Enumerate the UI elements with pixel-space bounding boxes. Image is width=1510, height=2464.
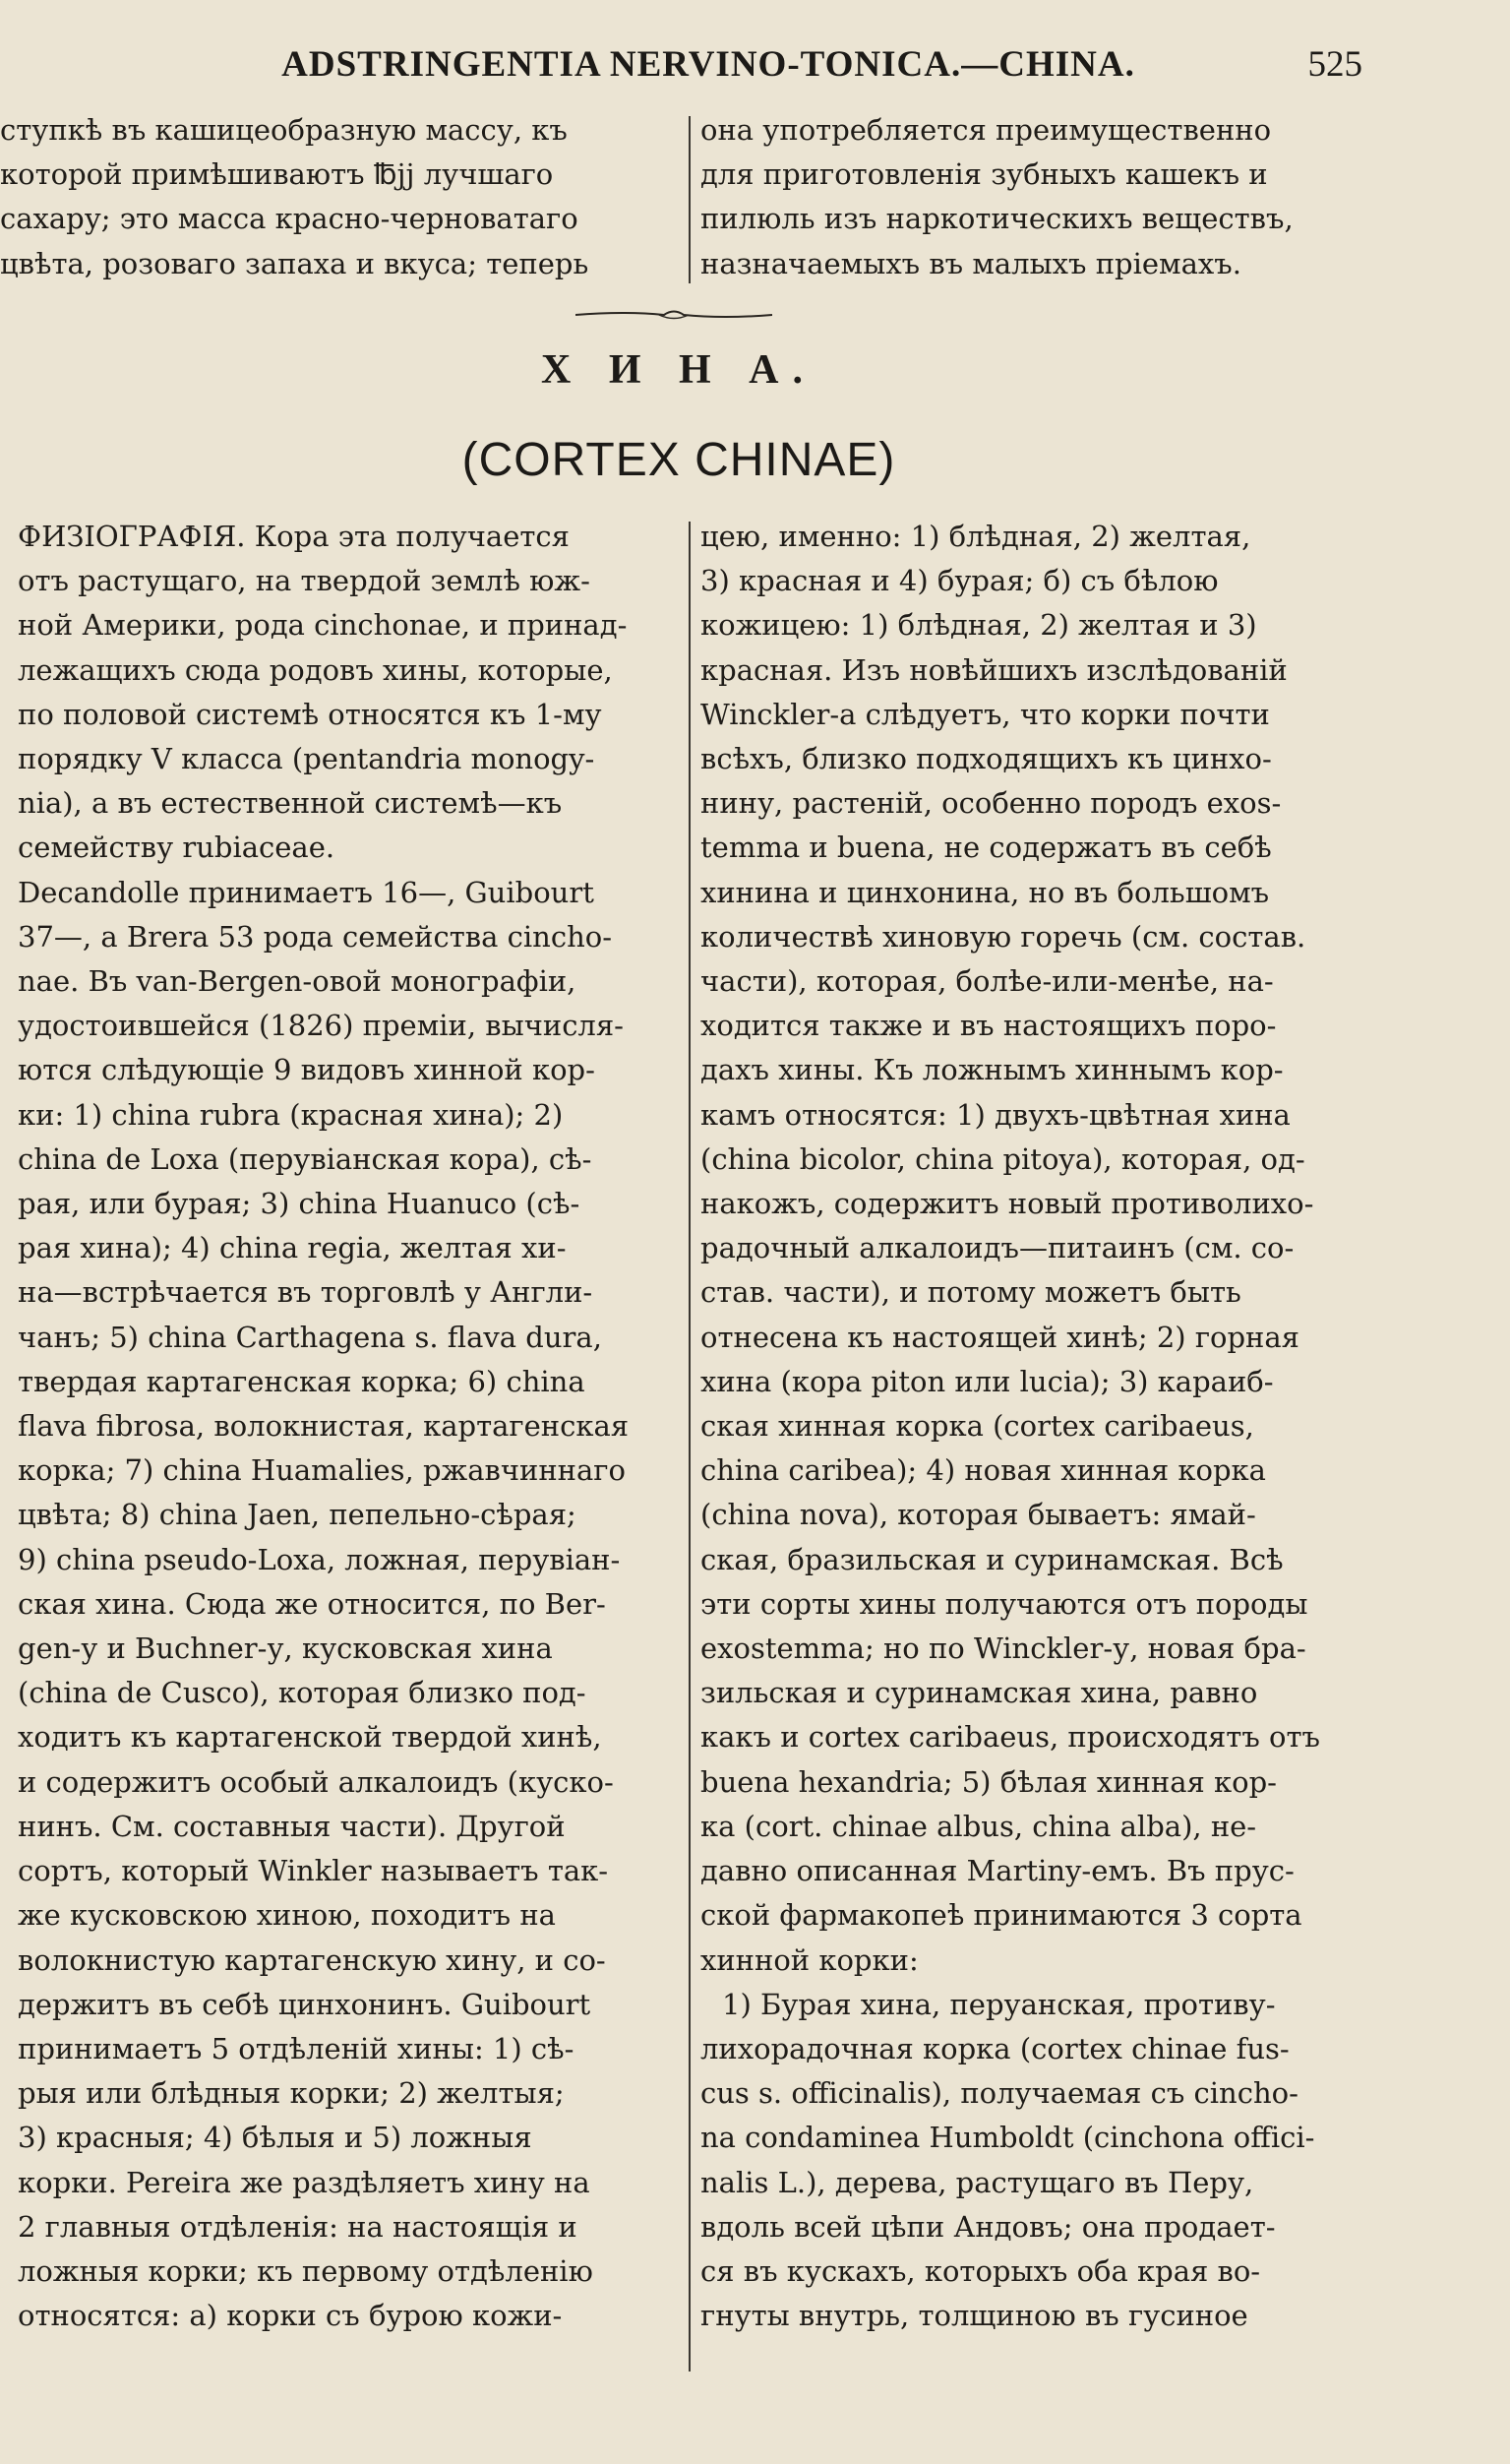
text-line: которой примѣшиваютъ ℔jj лучшаго	[0, 157, 554, 192]
page-number: 525	[1307, 44, 1362, 85]
text-line: она употребляется преимущественно	[700, 113, 1272, 147]
text-line: Winckler-a слѣдуетъ, что корки почти	[700, 697, 1270, 731]
text-line: количествѣ хиновую горечь (см. состав.	[700, 919, 1306, 954]
text-line: эти сорты хины получаются отъ породы	[700, 1586, 1308, 1621]
text-line: Decandolle принимаетъ 16—, Guibourt	[18, 875, 594, 909]
text-line: (china nova), которая бываетъ: ямай-	[700, 1498, 1256, 1532]
text-line: ки: 1) china rubra (красная хина); 2)	[18, 1097, 564, 1132]
text-line: став. части), и потому можетъ быть	[700, 1275, 1241, 1310]
text-line: ская хинная корка (cortex caribaeus,	[700, 1409, 1254, 1444]
text-line: и содержитъ особый алкалоидъ (куско-	[18, 1764, 614, 1799]
text-line: радочный алкалоидъ—питаинъ (см. со-	[700, 1231, 1295, 1265]
text-line: exostemma; но по Winckler-у, новая бра-	[700, 1632, 1306, 1666]
text-line: ская хина. Сюда же относится, по Ber-	[18, 1586, 606, 1621]
text-line: кожицею: 1) блѣдная, 2) желтая и 3)	[700, 608, 1257, 643]
text-line: сахару; это масса красно-черноватаго	[0, 202, 578, 236]
text-line: china de Loxa (перувіанская кора), сѣ-	[18, 1141, 592, 1176]
text-line: цвѣта; 8) china Jaen, пепельно-сѣрая;	[18, 1498, 576, 1532]
text-line: порядку V класса (pentandria monogy-	[18, 742, 595, 776]
text-line: 3) красныя; 4) бѣлыя и 5) ложныя	[18, 2121, 532, 2155]
column-divider	[689, 522, 691, 2372]
text-line: ются слѣдующіе 9 видовъ хинной кор-	[18, 1053, 595, 1087]
text-line: 1) Бурая хина, перуанская, противу-	[722, 1987, 1276, 2021]
text-line: корки. Pereira же раздѣляетъ хину на	[18, 2165, 590, 2199]
text-line: ся въ кускахъ, которыхъ оба края во-	[700, 2253, 1261, 2288]
text-line: вдоль всей цѣпи Андовъ; она продает-	[700, 2209, 1276, 2244]
top-right-column	[700, 108, 1379, 286]
text-line: 37—, а Brera 53 рода семейства cincho-	[18, 919, 613, 954]
text-line: какъ и cortex caribaeus, происходятъ отъ	[700, 1720, 1320, 1755]
text-line: хинина и цинхонина, но въ большомъ	[700, 875, 1270, 909]
text-line: чанъ; 5) china Carthagena s. flava dura,	[18, 1320, 602, 1354]
text-line: хина (кора piton или lucia); 3) караиб-	[700, 1364, 1274, 1398]
text-line: всѣхъ, близко подходящихъ къ цинхо-	[700, 742, 1272, 776]
text-line: отнесена къ настоящей хинѣ; 2) горная	[700, 1320, 1299, 1354]
text-line: лежащихъ сюда родовъ хины, которые,	[18, 652, 613, 687]
text-line: держитъ въ себѣ цинхонинъ. Guibourt	[18, 1987, 591, 2021]
text-line: ка (cort. chinae albus, china alba), не-	[700, 1809, 1257, 1843]
text-line: (china bicolor, china pitoya), которая, од-	[700, 1141, 1305, 1176]
text-line: красная. Изъ новѣйшихъ изслѣдованій	[700, 652, 1288, 687]
text-line: накожъ, содержитъ новый противолихо-	[700, 1187, 1314, 1221]
text-line: рая хина); 4) china regia, желтая хи-	[18, 1231, 567, 1265]
text-line: же кусковскою хиною, походитъ на	[18, 1898, 556, 1933]
text-line: temma и buena, не содержатъ въ себѣ	[700, 831, 1272, 865]
text-line: 9) china pseudo-Loxa, ложная, перувіан-	[18, 1542, 621, 1576]
text-line: nalis L.), дерева, растущаго въ Перу,	[700, 2165, 1254, 2199]
text-line: ступкѣ въ кашицеобразную массу, къ	[0, 113, 568, 147]
text-line: (china de Cusco), которая близко под-	[18, 1676, 586, 1710]
text-line: давно описанная Martiny-емъ. Въ прус-	[700, 1854, 1295, 1888]
text-line: удостоившейся (1826) преміи, вычисля-	[18, 1009, 624, 1043]
text-line: na condaminea Humboldt (cinchona offici-	[700, 2121, 1315, 2155]
text-line: цвѣта, розоваго запаха и вкуса; теперь	[0, 246, 589, 280]
text-line: для приготовленія зубныхъ кашекъ и	[700, 157, 1268, 192]
text-line: относятся: а) корки съ бурою кожи-	[18, 2299, 563, 2333]
running-title: ADSTRINGENTIA NERVINO-TONICA.—CHINA.	[281, 44, 1135, 85]
text-line: ская, бразильская и суринамская. Всѣ	[700, 1542, 1284, 1576]
text-line: волокнистую картагенскую хину, и со-	[18, 1942, 606, 1977]
text-line: 3) красная и 4) бурая; б) съ бѣлою	[700, 564, 1219, 598]
text-line: дахъ хины. Къ ложнымъ хиннымъ кор-	[700, 1053, 1284, 1087]
text-line: корка; 7) china Huamalies, ржавчиннаго	[18, 1453, 626, 1488]
text-line: ложныя корки; къ первому отдѣленію	[18, 2253, 593, 2288]
section-title: Х И Н А.	[541, 347, 816, 393]
main-right-column	[700, 515, 1377, 2338]
section-divider-ornament	[575, 305, 772, 325]
column-divider	[689, 116, 691, 283]
main-left-column	[18, 515, 679, 2338]
text-line: ной Америки, рода cinchonae, и принад-	[18, 608, 628, 643]
text-line: рыя или блѣдныя корки; 2) желтыя;	[18, 2076, 565, 2111]
text-line: ходится также и въ настоящихъ поро-	[700, 1009, 1277, 1043]
text-line: gen-у и Buchner-у, кусковская хина	[18, 1632, 553, 1666]
text-line: лихорадочная корка (cortex chinae fus-	[700, 2031, 1290, 2065]
section-latin-title: (CORTEX CHINAE)	[461, 434, 896, 486]
text-line: nae. Въ van-Bergen-овой монографіи,	[18, 964, 576, 999]
text-line: ФИЗІОГРАФІЯ. Кора эта получается	[18, 520, 570, 553]
top-left-column	[0, 108, 679, 286]
text-line: гнуты внутрь, толщиною въ гусиное	[700, 2299, 1248, 2333]
text-line: на—встрѣчается въ торговлѣ у Англи-	[18, 1275, 593, 1310]
text-line: назначаемыхъ въ малыхъ пріемахъ.	[700, 246, 1241, 280]
text-line: зильская и суринамская хина, равно	[700, 1676, 1258, 1710]
text-line: flava fibrosa, волокнистая, картагенская	[18, 1409, 630, 1444]
text-line: nia), а въ естественной системѣ—къ	[18, 786, 563, 821]
text-line: отъ растущаго, на твердой землѣ юж-	[18, 564, 590, 598]
text-line: пилюль изъ наркотическихъ веществъ,	[700, 202, 1294, 236]
text-line: ходитъ къ картагенской твердой хинѣ,	[18, 1720, 602, 1755]
text-line: части), которая, болѣе-или-менѣе, на-	[700, 964, 1274, 999]
text-line: принимаетъ 5 отдѣленій хины: 1) сѣ-	[18, 2031, 574, 2065]
text-line: cus s. officinalis), получаемая съ cincho-	[700, 2076, 1299, 2111]
text-line: нину, растеній, особенно породъ exos-	[700, 786, 1282, 821]
text-line: семейству rubiaceae.	[18, 831, 335, 865]
text-line: хинной корки:	[700, 1942, 919, 1977]
text-line: нинъ. См. составныя части). Другой	[18, 1809, 566, 1843]
text-line: по половой системѣ относятся къ 1-му	[18, 697, 602, 731]
text-line: цею, именно: 1) блѣдная, 2) желтая,	[700, 520, 1251, 553]
text-line: рая, или бурая; 3) china Huanuco (сѣ-	[18, 1187, 580, 1221]
text-line: сортъ, который Winkler называетъ так-	[18, 1854, 609, 1888]
text-line: камъ относятся: 1) двухъ-цвѣтная хина	[700, 1097, 1291, 1132]
text-line: buena hexandria; 5) бѣлая хинная кор-	[700, 1764, 1277, 1799]
text-line: china caribea); 4) новая хинная корка	[700, 1453, 1266, 1488]
text-line: ской фармакопеѣ принимаются 3 сорта	[700, 1898, 1302, 1933]
text-line: твердая картагенская корка; 6) china	[18, 1364, 585, 1398]
text-line: 2 главныя отдѣленія: на настоящія и	[18, 2209, 577, 2244]
